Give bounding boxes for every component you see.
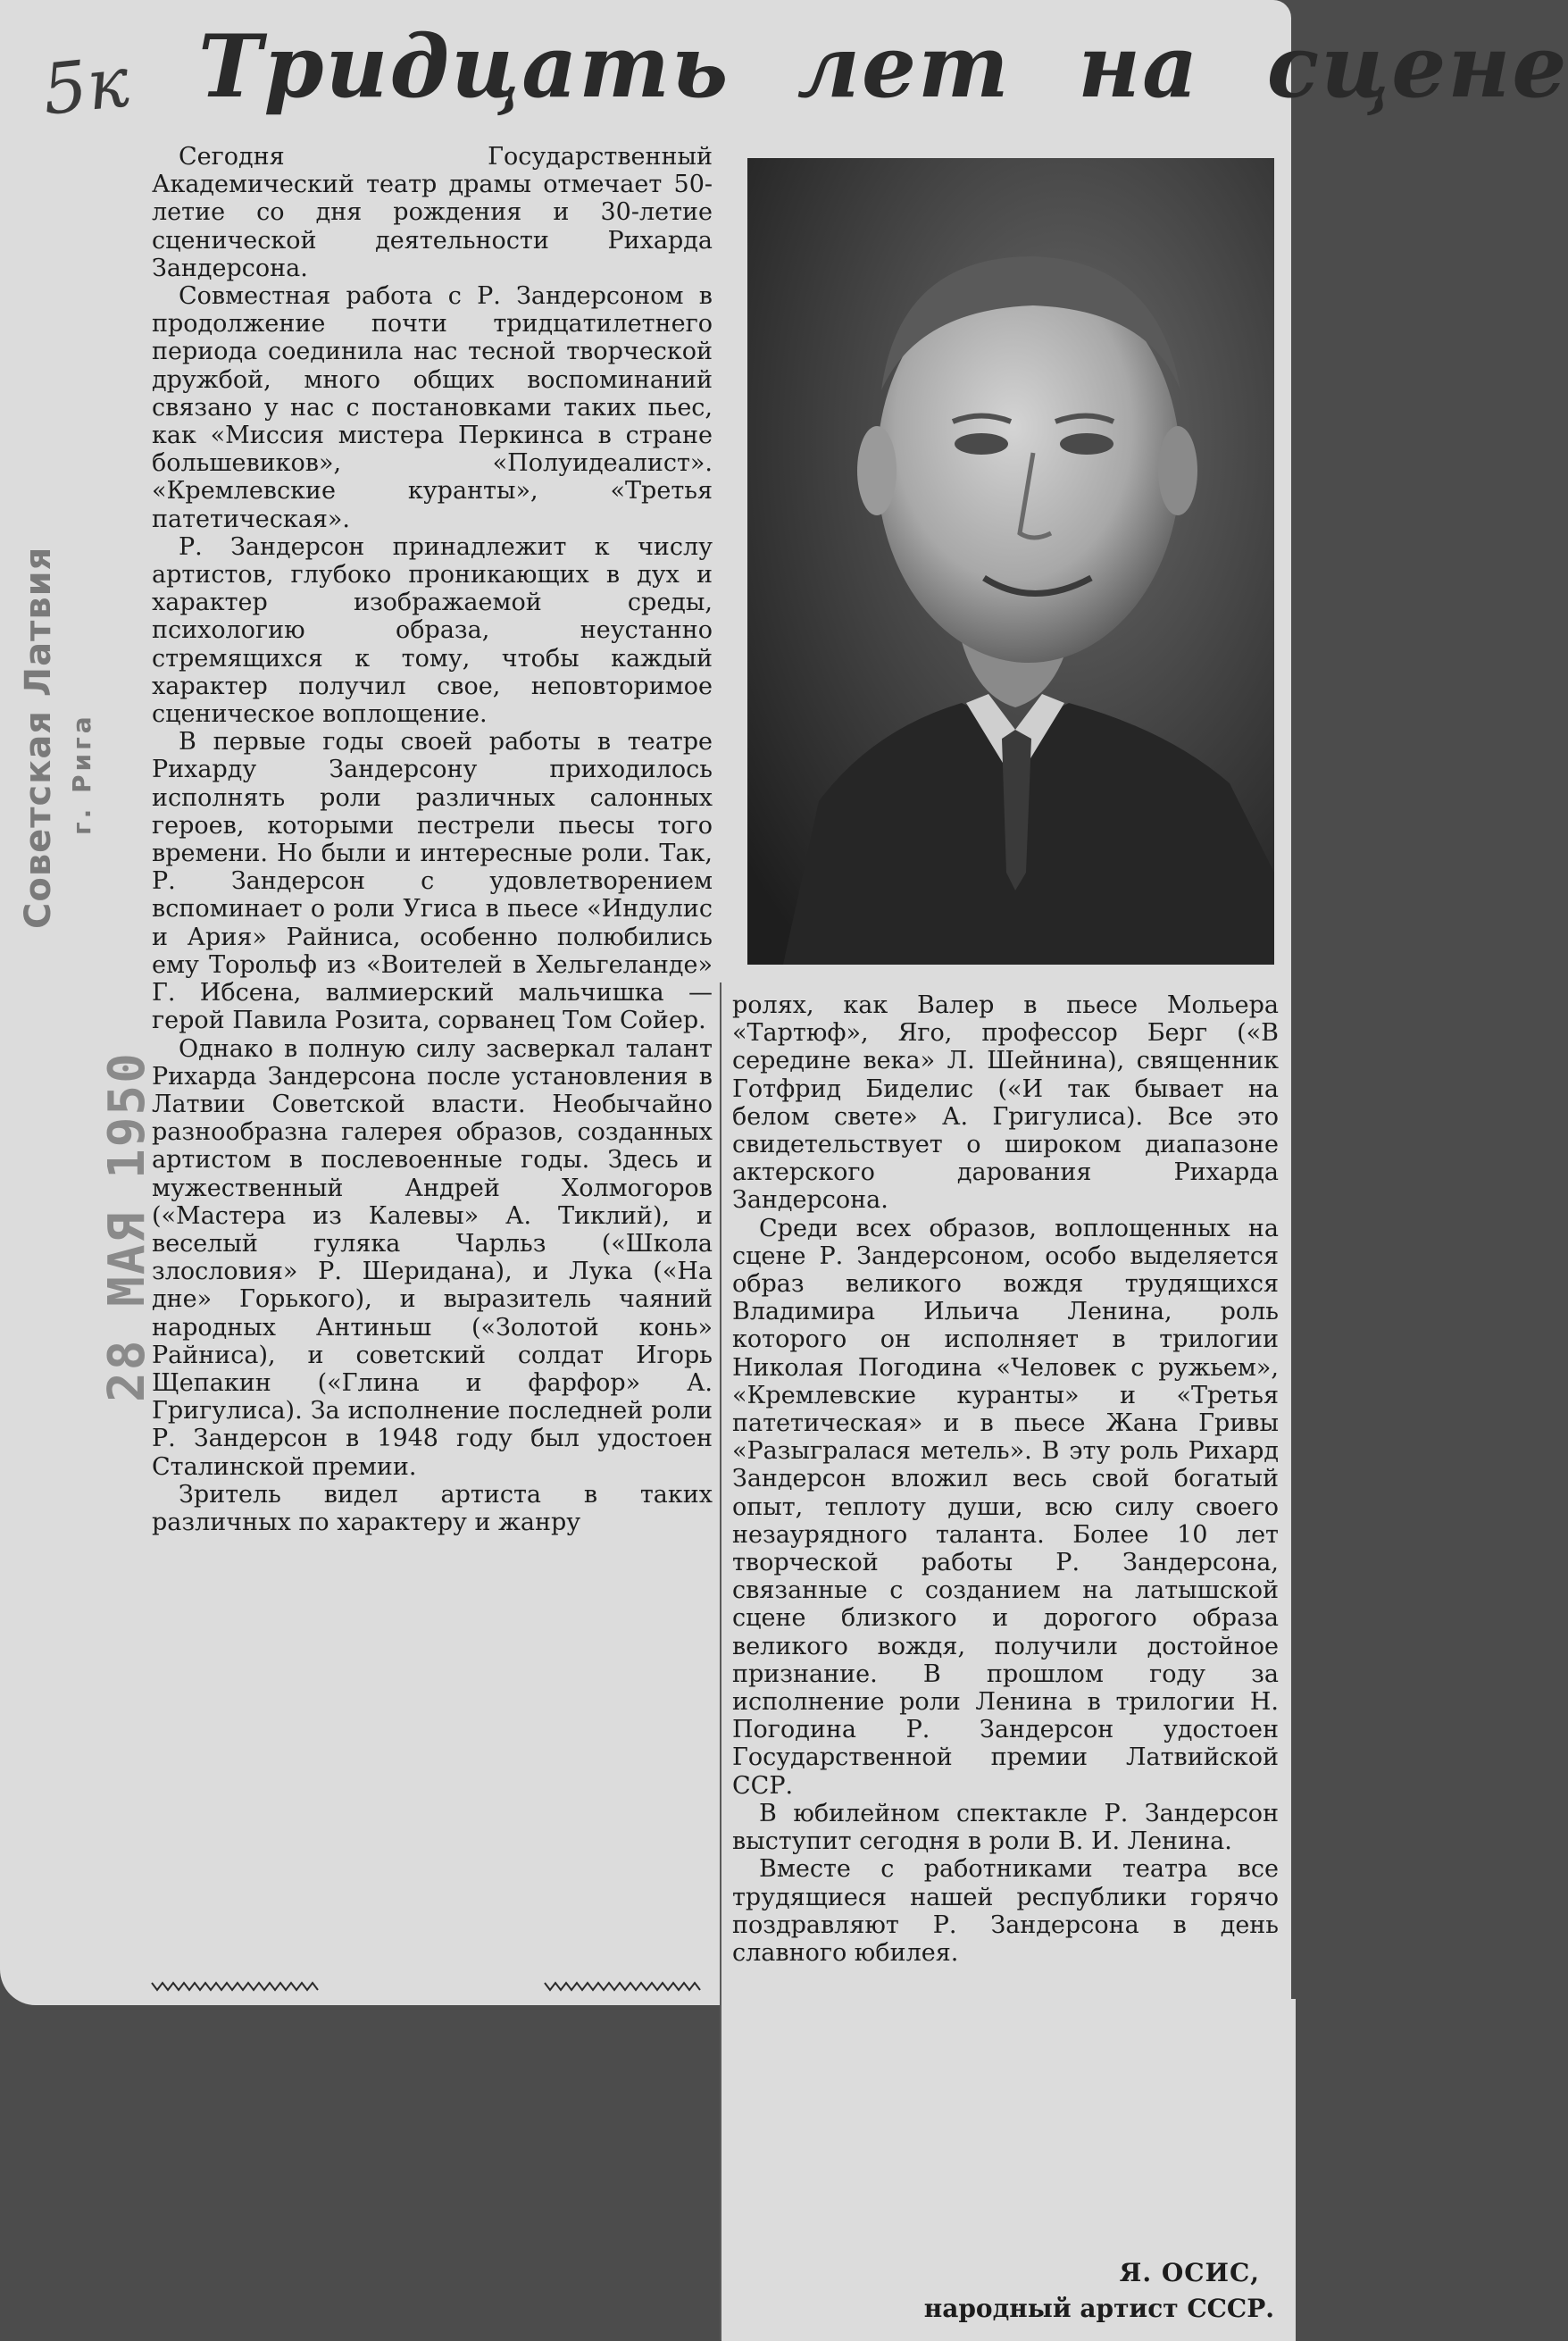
author-name: Я. ОСИС, xyxy=(1119,2258,1260,2287)
paragraph: Среди всех образов, воплощенных на сцене Р. Зандерсоном, особо выделяется образ великого вождя трудящихся Владимира Ильича Ленина, роль которого он исполняет в трилогии Николая Погодина «Человек с ружьем», «Кремлевские куранты» и «Третья патетическая» и в пьесе Жана Гривы «Разыгралася метель». В эту роль Рихард Зандерсон вложил весь свой богатый опыт, теплоту души, всю силу своего незаурядного таланта. Более 10 лет творческой работы Р. Зандерсона, связанные с созданием на латышской сцене близкого и дорогого образа великого вождя, получили достойное признание. В прошлом году за исполнение роли Ленина в трилогии Н. Погодина Р. Зандерсон удостоен Государственной премии Латвийской ССР. xyxy=(732,1214,1279,1800)
column-divider xyxy=(720,982,721,2340)
paragraph: Зритель видел артиста в таких различных по характеру и жанру xyxy=(152,1480,713,1536)
paragraph: Однако в полную силу засверкал талант Рихарда Зандерсона после установления в Латвии Советской власти. Необычайно разнообразна галерея образов, созданных артистом в послевоенные годы. Здесь и мужественный Андрей Холмогоров («Мастера из Калевы» А. Тиклий), и веселый гуляка Чарльз («Школа злословия» Р. Шеридана), и Лука («На дне» Горького), и выразитель чаяний народных Антиньш («Золотой конь» Райниса), и советский солдат Игорь Щепакин («Глина и фарфор» А. Григулиса). За исполнение последней роли Р. Зандерсон в 1948 году был удостоен Сталинской премии. xyxy=(152,1034,713,1481)
clipping-paper-extension xyxy=(721,1999,1296,2341)
paragraph: В юбилейном спектакле Р. Зандерсон выступит сегодня в роли В. И. Ленина. xyxy=(732,1799,1279,1856)
paragraph: В первые годы своей работы в театре Рихарду Зандерсону приходилось исполнять роли различных салонных героев, которыми пестрели пьесы того времени. Но были и интересные роли. Так, Р. Зандерсон с удовлетворением вспоминает о роли Угиса в пьесе «Индулис и Ария» Райниса, особенно полюбились ему Торольф из «Воителей в Хельгеланде» Г. Ибсена, валмиерский мальчишка — герой Павила Розита, сорванец Том Сойер. xyxy=(152,728,713,1035)
article-column-left xyxy=(152,143,713,1536)
article-title: Тридцать лет на сцене xyxy=(198,16,1568,117)
city-stamp: г. Рига xyxy=(67,713,96,835)
zigzag-divider-right xyxy=(545,1981,705,1992)
handwritten-mark: 5к xyxy=(38,42,133,131)
zigzag-divider-left xyxy=(152,1981,321,1992)
paragraph: Р. Зандерсон принадлежит к числу артистов, глубоко проникающих в дух и характер изображаемой среды, психологию образа, неустанно стремящихся к тому, чтобы каждый характер получил свое, неповторимое сценическое воплощение. xyxy=(152,532,713,729)
paragraph: Совместная работа с Р. Зандерсоном в продолжение почти тридцатилетнего периода соединила нас тесной творческой дружбой, много общих воспоминаний связано у нас с постановками таких пьес, как «Миссия мистера Перкинса в стране большевиков», «Полуидеалист». «Кремлевские куранты», «Третья патетическая». xyxy=(152,282,713,533)
paragraph: Вместе с работниками театра все трудящиеся нашей республики горячо поздравляют Р. Зандерсона в день славного юбилея. xyxy=(732,1855,1279,1967)
paragraph: ролях, как Валер в пьесе Мольера «Тартюф», Яго, профессор Берг («В середине века» Л. Шейнина), священник Готфрид Биделис («И так бывает на белом свете» А. Григулиса). Все это свидетельствует о широком диапазоне актерского дарования Рихарда Зандерсона. xyxy=(732,991,1279,1215)
portrait-photo xyxy=(747,158,1274,965)
date-stamp: 28 МАЯ 1950 xyxy=(98,1051,156,1402)
paragraph: Сегодня Государственный Академический театр драмы отмечает 50-летие со дня рождения и 30-летие сценической деятельности Рихарда Зандерсона. xyxy=(152,143,713,282)
article-column-right xyxy=(732,991,1279,1967)
author-title: народный артист СССР. xyxy=(923,2294,1274,2323)
source-stamp: Советская Латвия xyxy=(18,546,59,929)
portrait-image xyxy=(747,158,1274,965)
